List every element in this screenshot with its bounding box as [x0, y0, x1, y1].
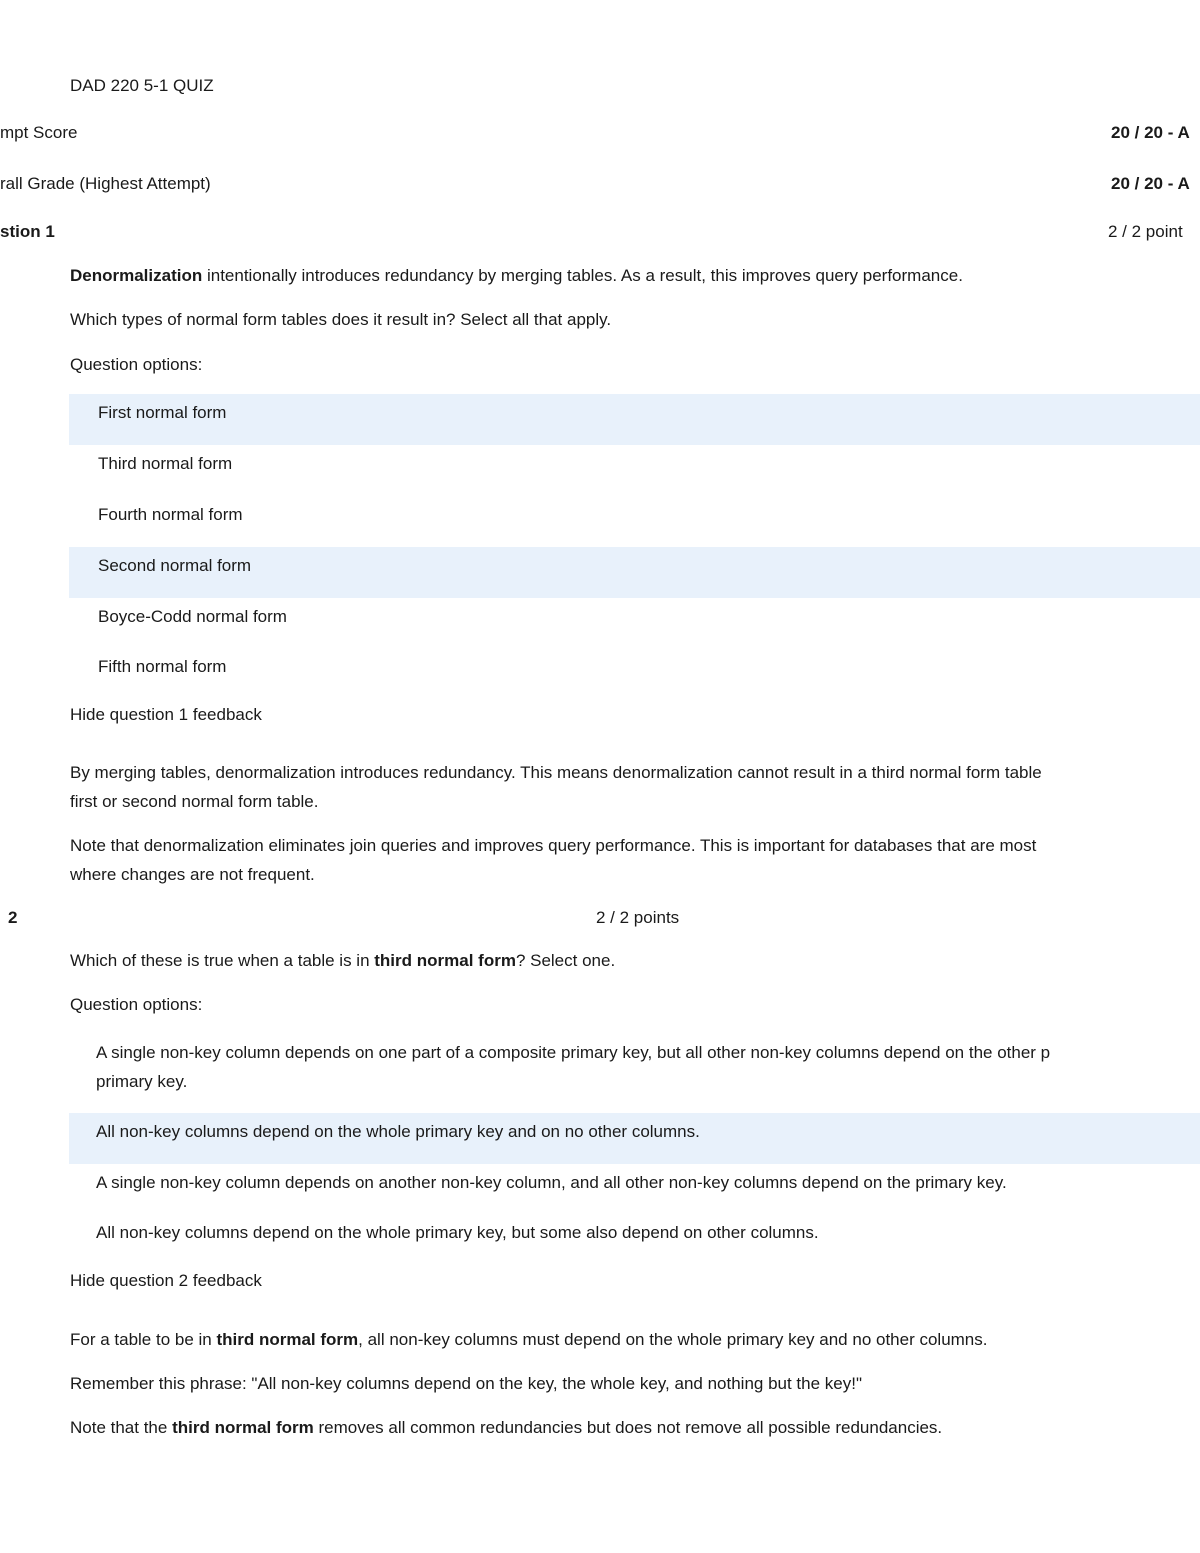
- prompt-term: third normal form: [374, 951, 516, 970]
- question-1-instruction: Which types of normal form tables does it result in? Select all that apply.: [70, 310, 612, 329]
- option-line: primary key.: [96, 1072, 188, 1091]
- question-2-option-2[interactable]: All non-key columns depend on the whole primary key and on no other columns.: [96, 1122, 700, 1141]
- question-1-prompt: [70, 265, 963, 287]
- feedback-term: third normal form: [172, 1418, 314, 1437]
- overall-grade-value: 20 / 20 - A: [1111, 174, 1190, 193]
- option-first-normal-form[interactable]: First normal form: [98, 403, 227, 422]
- question-1-feedback-paragraph-1: [70, 758, 1042, 816]
- feedback-line: By merging tables, denormalization introduces redundancy. This means denormalization cannot result in a third normal form table: [70, 763, 1042, 782]
- feedback-term: third normal form: [216, 1330, 359, 1349]
- question-2-option-1[interactable]: [96, 1038, 1050, 1096]
- option-fifth-normal-form[interactable]: Fifth normal form: [98, 657, 227, 676]
- question-2-options-label: Question options:: [70, 995, 203, 1014]
- prompt-text: intentionally introduces redundancy by merging tables. As a result, this improves query performance.: [202, 266, 963, 285]
- attempt-score-label: mpt Score: [0, 123, 78, 142]
- selected-option-highlight: [69, 394, 1200, 445]
- question-2-option-3[interactable]: A single non-key column depends on another non-key column, and all other non-key columns depend on the primary key.: [96, 1173, 1007, 1192]
- question-2-label: 2: [8, 908, 18, 927]
- feedback-line: Note that denormalization eliminates join queries and improves query performance. This is important for databases that are most: [70, 836, 1037, 855]
- feedback-text: removes all common redundancies but does not remove all possible redundancies.: [313, 1418, 943, 1437]
- feedback-text: For a table to be in: [70, 1330, 217, 1349]
- question-2-feedback-3: [70, 1417, 942, 1439]
- feedback-text: Note that the: [70, 1418, 173, 1437]
- hide-question-2-feedback-link[interactable]: Hide question 2 feedback: [70, 1271, 262, 1290]
- overall-grade-label: rall Grade (Highest Attempt): [0, 174, 211, 193]
- option-boyce-codd-normal-form[interactable]: Boyce-Codd normal form: [98, 607, 287, 626]
- question-2-option-4[interactable]: All non-key columns depend on the whole primary key, but some also depend on other columns.: [96, 1223, 819, 1242]
- question-1-feedback-paragraph-2: [70, 831, 1036, 889]
- question-2-points: 2 / 2 points: [596, 908, 680, 927]
- option-line: A single non-key column depends on one part of a composite primary key, but all other non-key columns depend on the other p: [96, 1043, 1051, 1062]
- feedback-line: first or second normal form table.: [70, 792, 319, 811]
- prompt-text: ? Select one.: [515, 951, 616, 970]
- question-1-label: stion 1: [0, 222, 55, 241]
- question-2-feedback-2: Remember this phrase: "All non-key columns depend on the key, the whole key, and nothing but the key!": [70, 1374, 863, 1393]
- question-2-prompt: [70, 950, 615, 972]
- question-1-options-label: Question options:: [70, 355, 203, 374]
- hide-question-1-feedback-link[interactable]: Hide question 1 feedback: [70, 705, 262, 724]
- feedback-text: , all non-key columns must depend on the whole primary key and no other columns.: [358, 1330, 988, 1349]
- prompt-text: Which of these is true when a table is in: [70, 951, 375, 970]
- option-fourth-normal-form[interactable]: Fourth normal form: [98, 505, 243, 524]
- option-third-normal-form[interactable]: Third normal form: [98, 454, 233, 473]
- option-second-normal-form[interactable]: Second normal form: [98, 556, 252, 575]
- feedback-line: where changes are not frequent.: [70, 865, 315, 884]
- question-1-points: 2 / 2 point: [1108, 222, 1183, 241]
- prompt-term: Denormalization: [70, 266, 203, 285]
- question-2-feedback-1: [70, 1329, 988, 1351]
- attempt-score-value: 20 / 20 - A: [1111, 123, 1190, 142]
- quiz-title: DAD 220 5-1 QUIZ: [70, 76, 214, 95]
